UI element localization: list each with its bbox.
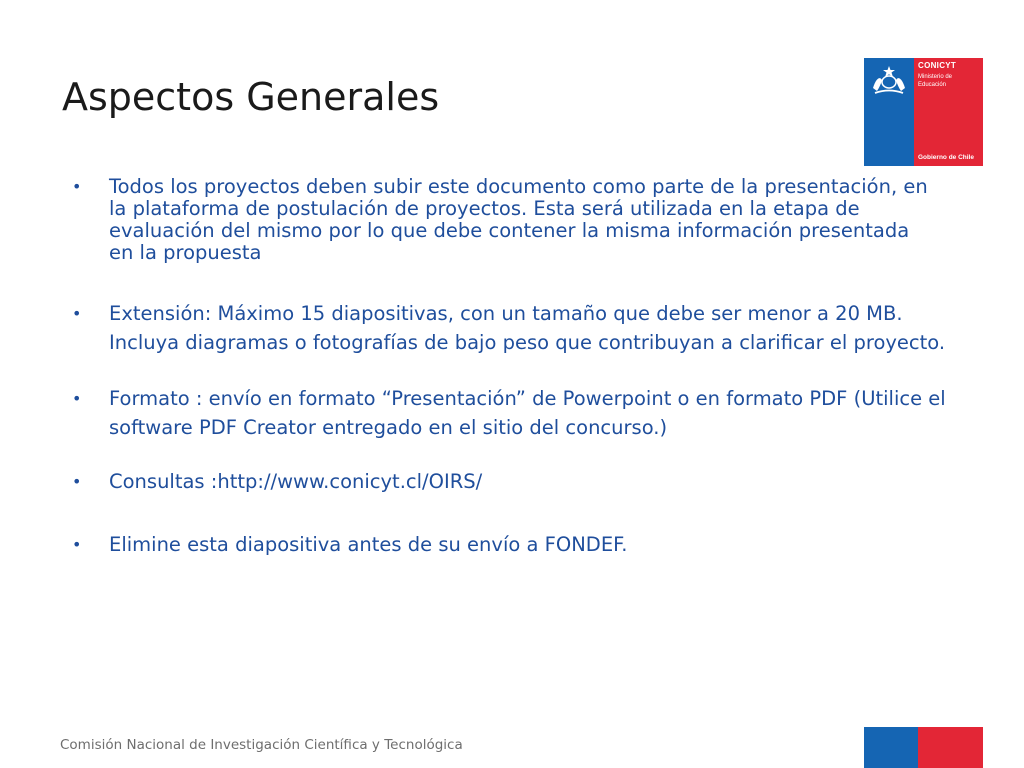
bullet-marker: •	[72, 472, 82, 491]
bullet-list	[72, 176, 962, 559]
logo-ministry-line2: Educación	[918, 82, 947, 88]
bullet-marker: •	[72, 177, 82, 196]
footer-institution-text: Comisión Nacional de Investigación Científica y Tecnológica	[60, 737, 463, 753]
bullet-text: Elimine esta diapositiva antes de su envío a FONDEF.	[109, 532, 628, 556]
logo-ministry-line1: Ministerio de	[918, 74, 953, 80]
bullet-item	[72, 300, 962, 357]
conicyt-logo	[864, 58, 983, 166]
footer-bar-red	[918, 727, 983, 768]
logo-government-text: Gobierno de Chile	[918, 154, 974, 161]
bullet-item	[72, 531, 962, 560]
bullet-text: Consultas :http://www.conicyt.cl/OIRS/	[109, 470, 483, 493]
bullet-marker: •	[72, 534, 82, 554]
bullet-text: Todos los proyectos deben subir este documento como parte de la presentación, en la plataforma de postulación de proyectos. Esta será utilizada en la etapa de evaluación del mismo por lo que debe contener la misma información presentada en la propuesta	[109, 175, 928, 264]
bullet-marker: •	[72, 304, 82, 323]
bullet-item	[72, 468, 962, 497]
logo-blue-panel	[864, 58, 914, 166]
bullet-text: Formato : envío en formato “Presentación” de Powerpoint o en formato PDF (Utilice el software PDF Creator entregado en el sitio del concurso.)	[109, 387, 946, 439]
chile-coat-of-arms-icon	[867, 64, 911, 96]
bullet-text: Extensión: Máximo 15 diapositivas, con un tamaño que debe ser menor a 20 MB. Incluya diagramas o fotografías de bajo peso que contribuyan a clarificar el proyecto.	[109, 302, 946, 354]
bullet-item	[72, 176, 939, 264]
logo-red-panel	[914, 58, 983, 166]
logo-brand-text: CONICYT	[918, 61, 957, 70]
footer-color-bar	[864, 727, 983, 768]
bullet-marker: •	[72, 389, 82, 408]
footer-bar-blue	[864, 727, 918, 768]
slide-title: Aspectos Generales	[62, 75, 440, 119]
bullet-item	[72, 385, 962, 442]
